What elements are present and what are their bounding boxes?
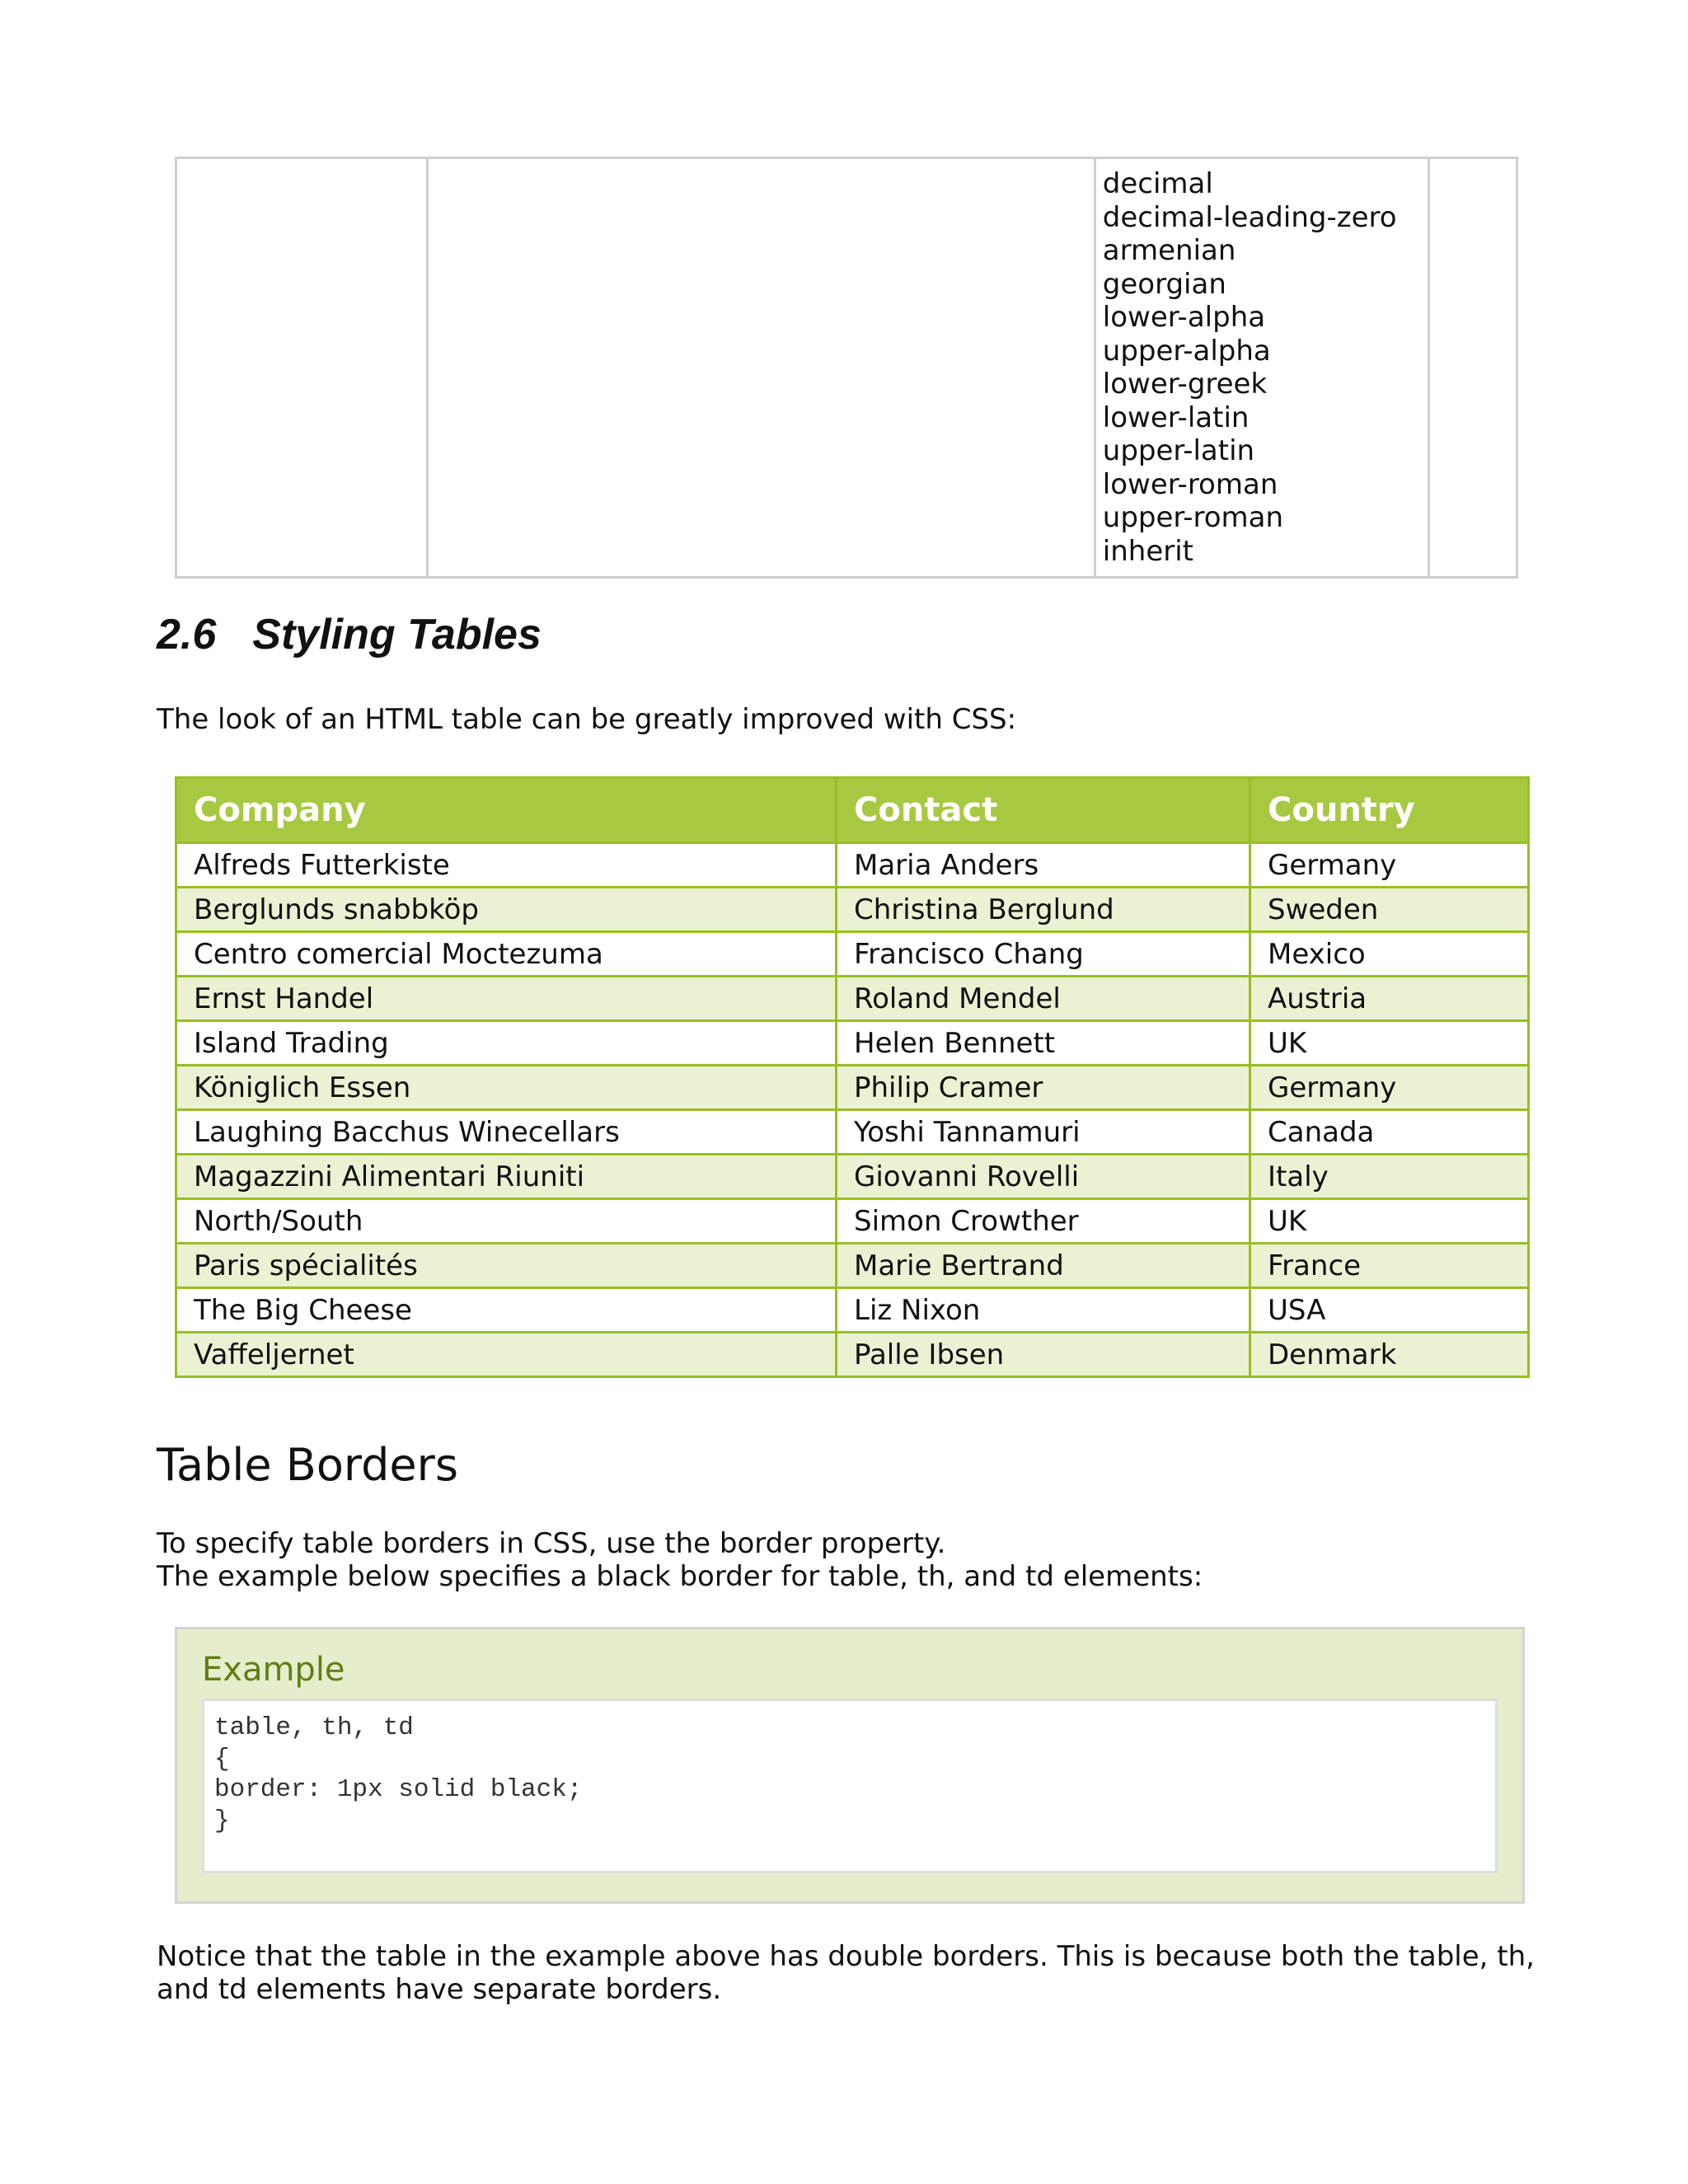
value-item: upper-latin (1102, 434, 1255, 467)
borders-paragraph-2: The example below specifies a black border for table, th, and td elements: (157, 1560, 1203, 1593)
contact-cell: Christina Berglund (837, 888, 1250, 932)
example-title: Example (202, 1651, 345, 1689)
value-item: upper-alpha (1102, 334, 1271, 368)
value-item: inherit (1102, 534, 1193, 568)
value-item: lower-roman (1102, 467, 1278, 501)
intro-paragraph: The look of an HTML table can be greatly improved with CSS: (157, 703, 1017, 736)
contact-cell: Roland Mendel (837, 977, 1250, 1021)
table-borders-heading: Table Borders (157, 1439, 458, 1491)
table-row (176, 1333, 1529, 1377)
country-cell: Mexico (1250, 932, 1529, 977)
contact-cell: Marie Bertrand (837, 1244, 1250, 1288)
country-cell: Italy (1250, 1155, 1529, 1199)
company-cell: Laughing Bacchus Winecellars (176, 1110, 837, 1155)
country-cell: France (1250, 1244, 1529, 1288)
country-cell: Germany (1250, 843, 1529, 888)
country-cell: USA (1250, 1288, 1529, 1333)
country-cell: UK (1250, 1021, 1529, 1066)
contact-cell: Giovanni Rovelli (837, 1155, 1250, 1199)
table-row (176, 1066, 1529, 1110)
notice-paragraph-line-2: and td elements have separate borders. (157, 1973, 722, 2006)
empty-cell (428, 158, 1095, 578)
contact-cell: Philip Cramer (837, 1066, 1250, 1110)
value-item: lower-latin (1102, 401, 1250, 434)
value-item: lower-alpha (1102, 301, 1266, 334)
example-box (175, 1627, 1525, 1904)
table-header-row (176, 778, 1529, 843)
company-cell: Centro comercial Moctezuma (176, 932, 837, 977)
value-item: georgian (1102, 267, 1226, 301)
table-row (176, 1155, 1529, 1199)
company-cell: Ernst Handel (176, 977, 837, 1021)
contact-cell: Palle Ibsen (837, 1333, 1250, 1377)
table-row (176, 1021, 1529, 1066)
code-line: border: 1px solid black; (214, 1775, 583, 1804)
empty-cell (1428, 158, 1517, 578)
company-cell: The Big Cheese (176, 1288, 837, 1333)
code-line: } (214, 1806, 230, 1835)
value-item: decimal-leading-zero (1102, 200, 1397, 234)
table-row (176, 1288, 1529, 1333)
company-cell: Vaffeljernet (176, 1333, 837, 1377)
section-heading (157, 610, 542, 659)
contact-cell: Liz Nixon (837, 1288, 1250, 1333)
contact-cell: Helen Bennett (837, 1021, 1250, 1066)
value-item: armenian (1102, 234, 1236, 267)
table-row (176, 1110, 1529, 1155)
country-cell: Sweden (1250, 888, 1529, 932)
country-cell: Germany (1250, 1066, 1529, 1110)
company-cell: Island Trading (176, 1021, 837, 1066)
code-line: { (214, 1744, 230, 1774)
code-block (202, 1699, 1498, 1873)
country-cell: Denmark (1250, 1333, 1529, 1377)
customers-table (175, 776, 1530, 1378)
table-row (176, 932, 1529, 977)
country-cell: Canada (1250, 1110, 1529, 1155)
values-cell (1095, 158, 1428, 578)
table-row (176, 1199, 1529, 1244)
contact-cell: Francisco Chang (837, 932, 1250, 977)
header-country: Country (1250, 778, 1529, 843)
contact-cell: Simon Crowther (837, 1199, 1250, 1244)
value-item: lower-greek (1102, 368, 1268, 401)
header-company: Company (176, 778, 837, 843)
value-item: upper-roman (1102, 501, 1284, 534)
header-contact: Contact (837, 778, 1250, 843)
section-number: 2.6 (157, 611, 217, 658)
table-row (176, 977, 1529, 1021)
country-cell: Austria (1250, 977, 1529, 1021)
table-row (176, 158, 1517, 578)
company-cell: Magazzini Alimentari Riuniti (176, 1155, 837, 1199)
company-cell: Berglunds snabbköp (176, 888, 837, 932)
company-cell: Königlich Essen (176, 1066, 837, 1110)
company-cell: Alfreds Futterkiste (176, 843, 837, 888)
table-row (176, 1244, 1529, 1288)
empty-cell (176, 158, 428, 578)
table-row (176, 888, 1529, 932)
section-title: Styling Tables (252, 611, 542, 658)
contact-cell: Maria Anders (837, 843, 1250, 888)
company-cell: North/South (176, 1199, 837, 1244)
value-item: decimal (1102, 167, 1213, 200)
list-style-type-table-fragment (175, 157, 1518, 579)
country-cell: UK (1250, 1199, 1529, 1244)
table-row (176, 843, 1529, 888)
notice-paragraph-line-1: Notice that the table in the example above has double borders. This is because both the table, th, (157, 1940, 1535, 1973)
code-line: table, th, td (214, 1713, 414, 1742)
contact-cell: Yoshi Tannamuri (837, 1110, 1250, 1155)
borders-paragraph-1: To specify table borders in CSS, use the border property. (157, 1527, 946, 1560)
company-cell: Paris spécialités (176, 1244, 837, 1288)
